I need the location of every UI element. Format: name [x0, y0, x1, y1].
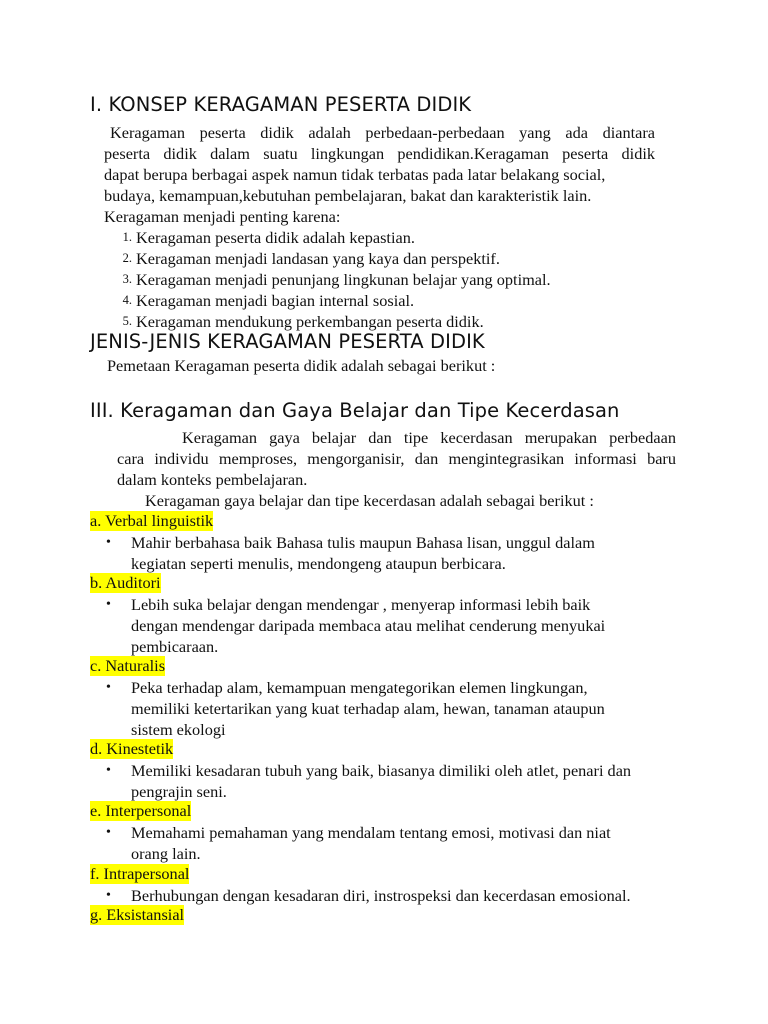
list-number: 2.	[122, 251, 132, 265]
type-label-highlight: d. Kinestetik	[90, 739, 174, 758]
bullet-icon: •	[106, 888, 111, 903]
type-label-highlight: b. Auditori	[90, 573, 161, 592]
section-1-para-line: budaya, kemampuan,kebutuhan pembelajaran, bakat dan karakteristik lain.	[104, 186, 592, 205]
bullet-icon: •	[106, 597, 111, 612]
list-number: 5.	[122, 314, 132, 328]
list-item: Keragaman peserta didik adalah kepastian.	[136, 228, 415, 247]
list-item: Keragaman menjadi landasan yang kaya dan perspektif.	[136, 249, 500, 268]
section-3-heading: III. Keragaman dan Gaya Belajar dan Tipe Kecerdasan	[90, 399, 620, 422]
type-description-line: Memahami pemahaman yang mendalam tentang emosi, motivasi dan niat	[131, 823, 611, 842]
type-description-line: memiliki ketertarikan yang kuat terhadap alam, hewan, tanaman ataupun	[131, 699, 605, 718]
type-description-line: kegiatan seperti menulis, mendongeng ataupun berbicara.	[131, 554, 506, 573]
section-2-heading: JENIS-JENIS KERAGAMAN PESERTA DIDIK	[90, 330, 485, 353]
type-description-line: Mahir berbahasa baik Bahasa tulis maupun Bahasa lisan, unggul dalam	[131, 533, 595, 552]
bullet-icon: •	[106, 763, 111, 778]
list-item: Keragaman mendukung perkembangan peserta didik.	[136, 312, 484, 331]
type-label-highlight: c. Naturalis	[90, 656, 166, 675]
type-label-highlight: f. Intrapersonal	[90, 864, 190, 883]
type-description-line: dengan mendengar daripada membaca atau melihat cenderung menyukai	[131, 616, 606, 635]
type-description-line: Peka terhadap alam, kemampuan mengategorikan elemen lingkungan,	[131, 678, 588, 697]
bullet-icon: •	[106, 535, 111, 550]
type-description-line: sistem ekologi	[131, 720, 226, 739]
list-item: Keragaman menjadi bagian internal sosial.	[136, 291, 415, 310]
type-label-highlight: g. Eksistansial	[90, 905, 185, 924]
list-number: 1.	[122, 230, 132, 244]
section-1-para-line: dapat berupa berbagai aspek namun tidak terbatas pada latar belakang social,	[104, 165, 606, 184]
section-1-para-line: Keragaman menjadi penting karena:	[104, 207, 341, 226]
section-1-para-line: Keragaman peserta didik adalah perbedaan-perbedaan yang ada diantara	[110, 123, 655, 142]
type-description-line: orang lain.	[131, 844, 201, 863]
list-number: 3.	[122, 272, 132, 286]
bullet-icon: •	[106, 680, 111, 695]
list-number: 4.	[122, 293, 132, 307]
type-description-line: Berhubungan dengan kesadaran diri, instrospeksi dan kecerdasan emosional.	[131, 886, 631, 905]
section-1-heading: I. KONSEP KERAGAMAN PESERTA DIDIK	[90, 93, 472, 116]
section-3-para-line: cara individu memproses, mengorganisir, dan mengintegrasikan informasi baru	[117, 449, 676, 468]
section-3-intro: Keragaman gaya belajar dan tipe kecerdasan adalah sebagai berikut :	[145, 491, 594, 510]
type-label-highlight: e. Interpersonal	[90, 801, 192, 820]
type-description-line: Lebih suka belajar dengan mendengar , menyerap informasi lebih baik	[131, 595, 591, 614]
section-3-para-line: dalam konteks pembelajaran.	[117, 470, 308, 489]
bullet-icon: •	[106, 825, 111, 840]
type-description-line: pembicaraan.	[131, 637, 219, 656]
section-2-intro: Pemetaan Keragaman peserta didik adalah sebagai berikut :	[107, 356, 496, 375]
list-item: Keragaman menjadi penunjang lingkunan belajar yang optimal.	[136, 270, 551, 289]
section-3-para-line: Keragaman gaya belajar dan tipe kecerdasan merupakan perbedaan	[182, 428, 676, 447]
type-description-line: Memiliki kesadaran tubuh yang baik, biasanya dimiliki oleh atlet, penari dan	[131, 761, 632, 780]
section-1-para-line: peserta didik dalam suatu lingkungan pendidikan.Keragaman peserta didik	[104, 144, 655, 163]
type-description-line: pengrajin seni.	[131, 782, 227, 801]
type-label-highlight: a. Verbal linguistik	[90, 511, 214, 530]
